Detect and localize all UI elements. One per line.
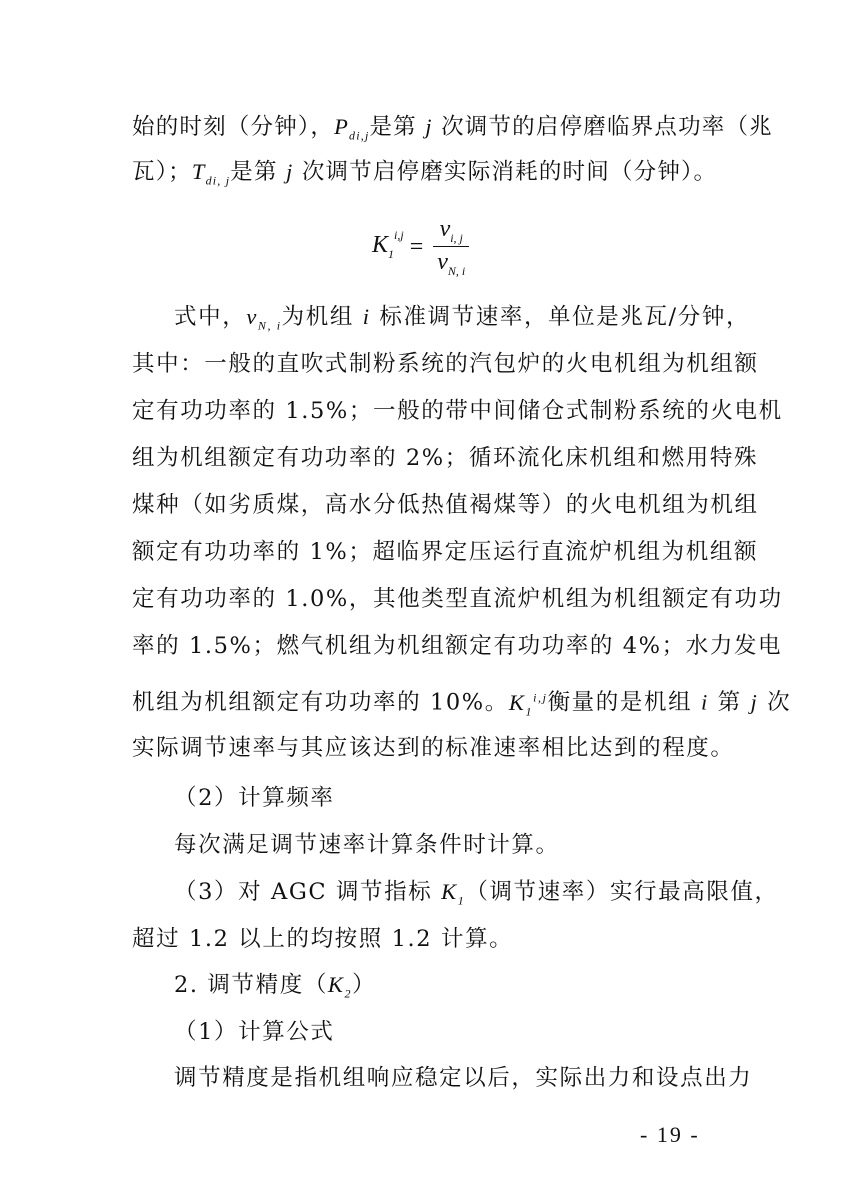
variable-T: $T_{di, j}$ [191,159,231,188]
paragraph-line: 率的 1.5%；燃气机组为机组额定有功功率的 4%；水力发电 [132,633,783,659]
formula-k1: $K_1^{i,j}$ = $\frac{v_{i, j}}{v_{N, i}}$ [372,216,469,279]
section-heading: 2. 调节精度$(K_2)$ [174,972,377,1001]
formula-numerator: $v_{i, j}$ [439,216,463,245]
paragraph-line: 机组为机组额定有功功率的 10%。$K_1^{i,j}$衡量的是机组 i 第 j 次 [132,689,792,718]
paragraph-line: 始的时刻（分钟），$P_{di,j}$是第 j 次调节的启停磨临界点功率（兆 [132,114,773,143]
page-number: - 19 - [640,1122,700,1147]
paragraph-line: 其中：一般的直吹式制粉系统的汽包炉的火电机组为机组额 [132,351,759,377]
variable-P: $P_{di,j}$ [334,114,370,143]
paragraph-line: （3）对 AGC 调节指标 $K_1$（调节速率）实行最高限值， [174,879,779,908]
paragraph-line: 每次满足调节速率计算条件时计算。 [174,832,560,858]
paragraph-line: 超过 1.2 以上的均按照 1.2 计算。 [132,926,514,952]
paragraph-line: 瓦）；$T_{di, j}$是第 j 次调节启停磨实际消耗的时间（分钟）。 [132,159,718,188]
section-heading: （2）计算频率 [174,785,335,811]
formula-lhs: $K_1^{i,j}$ [372,228,404,262]
paragraph-line: 定有功功率的 1.5%；一般的带中间储仓式制粉系统的火电机 [132,398,783,424]
paragraph-line: 额定有功功率的 1%；超临界定压运行直流炉机组为机组额 [132,539,759,565]
paragraph-line: 定有功功率的 1.0%，其他类型直流炉机组为机组额定有功功 [132,586,783,612]
paragraph-line: 调节精度是指机组响应稳定以后，实际出力和设点出力 [174,1065,753,1091]
paragraph-line: 实际调节速率与其应该达到的标准速率相比达到的程度。 [132,735,735,761]
section-heading: （1）计算公式 [174,1019,335,1045]
paragraph-line: 式中，$v_{N, i}$为机组 i 标准调节速率，单位是兆瓦/分钟， [174,304,751,333]
paragraph-line: 煤种（如劣质煤，高水分低热值褐煤等）的火电机组为机组 [132,492,759,518]
paragraph-line: 组为机组额定有功功率的 2%；循环流化床机组和燃用特殊 [132,445,759,471]
formula-denominator: $v_{N, i}$ [433,246,469,279]
formula-fraction [433,216,469,279]
